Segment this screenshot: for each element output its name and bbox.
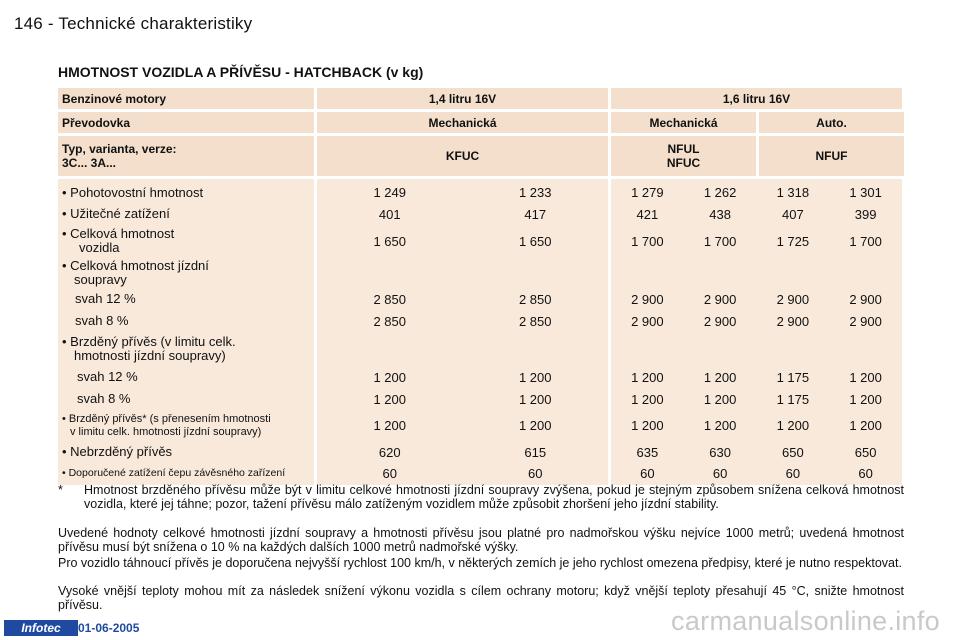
cell: 1 650 xyxy=(373,233,407,249)
cell: 620 xyxy=(378,444,401,460)
cell: 60 xyxy=(858,465,873,481)
table-row xyxy=(317,288,608,310)
table-row xyxy=(611,410,902,441)
cell: 2 850 xyxy=(518,313,552,329)
table-row xyxy=(58,332,314,366)
cell: 1 200 xyxy=(631,418,664,433)
cell: 2 850 xyxy=(373,313,407,329)
cell: 1 200 xyxy=(849,418,882,433)
row-label xyxy=(58,413,271,439)
gearbox-b1: Mechanická xyxy=(611,112,756,133)
cell: 1 200 xyxy=(631,391,664,407)
cell: 1 200 xyxy=(373,418,407,433)
cell: 401 xyxy=(378,206,401,222)
cell: 1 700 xyxy=(631,233,664,249)
type-b1-line1: NFUL xyxy=(667,142,700,156)
table-row xyxy=(611,257,902,288)
cell: 60 xyxy=(528,465,543,481)
table-row xyxy=(58,310,314,332)
table-row xyxy=(611,332,902,366)
cell: 1 200 xyxy=(518,369,552,385)
footnote-star: * xyxy=(58,483,63,497)
gearbox-label: Převodovka xyxy=(58,112,314,133)
cell: 1 279 xyxy=(631,185,664,200)
cell: 1 200 xyxy=(776,418,810,433)
row-label: • Doporučené zatížení čepu závěsného zařízení xyxy=(62,466,286,479)
row-label: svah 12 % xyxy=(77,369,138,384)
cell: 1 175 xyxy=(776,369,810,385)
gearbox-a: Mechanická xyxy=(317,112,608,133)
table-row xyxy=(611,288,902,310)
table-row xyxy=(317,388,608,410)
footnote-text: Hmotnost brzděného přívěsu může být v limitu celkové hmotnosti jízdní soupravy zvýšena, pokud je stejným způsobem snížena celková hmotnost vozidla, které jej táhne; pozor, tažení přívěsu málo zatíženým vozidlem může způsobit zhoršení jeho jízdní stability. xyxy=(84,483,904,511)
row-label-line2: hmotnosti jízdní soupravy) xyxy=(74,348,226,363)
cell: 60 xyxy=(712,465,728,481)
cell: 2 900 xyxy=(703,313,737,329)
engine-header-row xyxy=(58,88,904,109)
table-row xyxy=(317,441,608,463)
row-label-line1: • Brzděný přívěs (v limitu celk. xyxy=(62,334,236,349)
cell: 1 200 xyxy=(703,418,737,433)
cell: 1 262 xyxy=(703,185,737,200)
row-label: svah 8 % xyxy=(77,391,131,406)
cell: 1 200 xyxy=(373,391,407,407)
note-temperature: Vysoké vnější teploty mohou mít za následek snížení výkonu vozidla s cílem ochrany motoru; když vnější teploty přesahují 45 °C, snižte hmotnost přívěsu. xyxy=(58,584,904,612)
type-b1-line2: NFUC xyxy=(666,156,701,170)
table-row xyxy=(58,441,314,463)
table-row xyxy=(58,182,314,203)
table-row xyxy=(58,366,314,388)
cell: 1 318 xyxy=(776,185,810,200)
row-label: svah 8 % xyxy=(75,313,129,328)
cell: 60 xyxy=(785,465,801,481)
table-row xyxy=(317,310,608,332)
type-label-line1: Typ, varianta, verze: xyxy=(62,142,177,156)
cell: 2 900 xyxy=(849,291,882,307)
spec-table xyxy=(58,88,904,485)
cell: 1 650 xyxy=(518,233,552,249)
gearbox-b2: Auto. xyxy=(759,112,904,133)
row-label xyxy=(58,259,209,287)
cell: 60 xyxy=(382,465,397,481)
row-label: • Nebrzděný přívěs xyxy=(62,444,173,459)
cell: 630 xyxy=(709,444,731,460)
table-row xyxy=(317,257,608,288)
cell: 2 900 xyxy=(631,313,664,329)
cell: 1 175 xyxy=(776,391,810,407)
table-row xyxy=(317,410,608,441)
table-row xyxy=(58,388,314,410)
type-b2: NFUF xyxy=(759,136,904,176)
row-label-line2: vozidla xyxy=(79,240,120,255)
cell: 1 200 xyxy=(703,391,737,407)
cell: 1 700 xyxy=(703,233,737,249)
cell: 2 850 xyxy=(373,291,407,307)
cell: 1 700 xyxy=(849,233,882,249)
table-row xyxy=(317,225,608,257)
table-row xyxy=(58,257,314,288)
cell: 417 xyxy=(524,206,547,222)
row-label: svah 12 % xyxy=(75,291,136,306)
note-speed: Pro vozidlo táhnoucí přívěs je doporučena nejvyšší rychlost 100 km/h, v některých zemích je jeho rychlost omezena předpisy, které je nutno respektovat. xyxy=(58,556,902,570)
section-title: HMOTNOST VOZIDLA A PŘÍVĚSU - HATCHBACK (v kg) xyxy=(58,64,424,80)
cell: 650 xyxy=(782,444,804,460)
table-row xyxy=(58,463,314,483)
row-label-line1: • Brzděný přívěs* (s přenesením hmotnosti xyxy=(62,412,271,425)
engine-label: Benzinové motory xyxy=(58,88,314,109)
watermark: carmanualsonline.info xyxy=(671,606,940,636)
cell: 2 850 xyxy=(518,291,552,307)
table-row xyxy=(58,288,314,310)
cell: 1 200 xyxy=(849,391,882,407)
row-label xyxy=(58,227,174,255)
cell: 1 301 xyxy=(849,185,882,200)
table-row xyxy=(611,366,902,388)
table-row xyxy=(611,203,902,225)
cell: 650 xyxy=(854,444,877,460)
cell: 1 200 xyxy=(373,369,407,385)
type-a: KFUC xyxy=(317,136,608,176)
cell: 399 xyxy=(854,206,877,222)
cell: 1 200 xyxy=(631,369,664,385)
type-label xyxy=(58,136,314,176)
engine-a: 1,4 litru 16V xyxy=(317,88,608,109)
table-row xyxy=(317,203,608,225)
table-row xyxy=(317,463,608,483)
table-row xyxy=(317,332,608,366)
row-label-line2: v limitu celk. hmotnosti jízdní soupravy) xyxy=(70,425,262,438)
cell: 1 233 xyxy=(518,185,552,200)
type-b1 xyxy=(611,136,756,176)
cell: 421 xyxy=(636,206,659,222)
cell: 2 900 xyxy=(849,313,882,329)
cell: 2 900 xyxy=(776,291,810,307)
type-label-line2: 3C... 3A... xyxy=(62,156,117,170)
cell: 60 xyxy=(640,465,655,481)
cell: 1 200 xyxy=(518,391,552,407)
table-row xyxy=(611,225,902,257)
cell: 407 xyxy=(782,206,804,222)
row-labels xyxy=(58,179,314,485)
values-engine-b xyxy=(611,179,902,485)
table-row xyxy=(58,225,314,257)
table-row xyxy=(611,463,902,483)
cell: 1 200 xyxy=(849,369,882,385)
table-row xyxy=(611,310,902,332)
print-date: 01-06-2005 xyxy=(78,621,140,635)
cell: 438 xyxy=(709,206,731,222)
table-row xyxy=(58,203,314,225)
table-row xyxy=(317,182,608,203)
table-row xyxy=(611,388,902,410)
row-label: • Pohotovostní hmotnost xyxy=(62,184,204,200)
values-engine-a xyxy=(317,179,608,485)
cell: 2 900 xyxy=(703,291,737,307)
cell: 1 725 xyxy=(776,233,810,249)
cell: 2 900 xyxy=(631,291,664,307)
cell: 1 200 xyxy=(703,369,737,385)
cell: 2 900 xyxy=(776,313,810,329)
cell: 1 249 xyxy=(373,185,407,200)
cell: 615 xyxy=(524,444,547,460)
note-altitude: Uvedené hodnoty celkové hmotnosti jízdní soupravy a hmotnosti přívěsu jsou platné pro nadmořskou výšku nejvíce 1000 metrů; uvedená hmotnost přívěsu musí být snížena o 10 % na každých dalších 1000 metrů nadmořské výšky. xyxy=(58,526,904,554)
page-header: 146 - Technické charakteristiky xyxy=(14,14,253,33)
table-row xyxy=(611,182,902,203)
row-label-line1: • Celková hmotnost jízdní xyxy=(62,257,209,273)
cell: 1 200 xyxy=(518,418,552,433)
type-header-row xyxy=(58,136,904,176)
table-body xyxy=(58,179,904,485)
row-label-line1: • Celková hmotnost xyxy=(62,226,175,241)
row-label xyxy=(58,335,236,363)
table-row xyxy=(317,366,608,388)
row-label-line2: soupravy xyxy=(74,271,127,287)
cell: 635 xyxy=(636,444,659,460)
engine-b: 1,6 litru 16V xyxy=(611,88,902,109)
infotec-logo: Infotec xyxy=(4,620,78,636)
table-row xyxy=(611,441,902,463)
table-row xyxy=(58,410,314,441)
row-label: • Užitečné zatížení xyxy=(62,206,170,221)
footnote xyxy=(58,483,904,511)
gearbox-header-row xyxy=(58,112,904,133)
